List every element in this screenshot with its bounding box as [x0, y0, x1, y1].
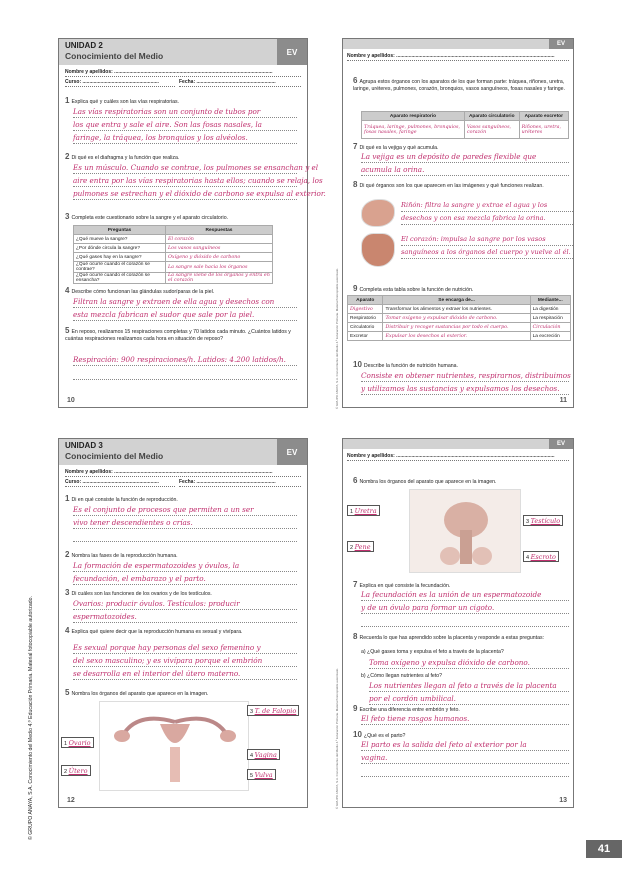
- question-1: 1 Di en qué consiste la función de reproducción.: [65, 494, 178, 503]
- vertical-copyright: © GRUPO ANAYA, S.A. Conocimiento del Medio 4.º Educación Primaria. Material fotocopiable autorizado.: [28, 596, 34, 840]
- label-box-4: 4 Vagina: [247, 749, 280, 760]
- female-reproductive-illustration: [99, 701, 249, 791]
- male-reproductive-illustration: [409, 489, 521, 573]
- date-field[interactable]: Fecha: .........................................................: [179, 77, 301, 87]
- answer-5: Respiración: 900 respiraciones/h. Latidos: 4.200 latidos/h.: [73, 353, 297, 366]
- answer-9: El feto tiene rasgos humanos.: [361, 712, 569, 725]
- answer-7: La vejiga es un depósito de paredes flexible que acumula la orina.: [361, 150, 569, 176]
- answer-2: Es un músculo. Cuando se contrae, los pulmones se ensanchan y el aire entra por las vías respiratorias hasta ellos; cuando se relaja, los pulmones se estrechan y el dióxido de carbono se expulsa al exterior.: [73, 163, 326, 198]
- table-row: ¿Qué ocurre cuando el corazón se contrae? La sangre sale hacia los órganos: [74, 262, 273, 273]
- question-7: 7 Explica en qué consiste la fecundación.: [353, 580, 451, 589]
- question-8b: b) ¿Cómo llegan nutrientes al feto?: [361, 673, 443, 679]
- col-header: Se encarga de...: [383, 296, 530, 305]
- question-8: 8 Di qué órganos son los que aparecen en las imágenes y qué funciones realizan.: [353, 180, 544, 189]
- blank-line: [73, 379, 297, 380]
- table-row: Respiratorio Tomar oxígeno y expulsar dióxido de carbono. La respiración: [348, 314, 571, 323]
- answer-10: El parto es la salida del feto al exterior por la vagina.: [361, 738, 569, 777]
- col-header: Aparato circulatorio: [464, 112, 519, 121]
- question-6: 6 Nombra los órganos del aparato que aparece en la imagen.: [353, 476, 497, 485]
- unit-header: [59, 39, 307, 65]
- question-7: 7 Di qué es la vejiga y qué acumula.: [353, 142, 439, 151]
- answer-4: Es sexual porque hay personas del sexo femenino y del sexo masculino; y es vivípara porque el embrión se desarrolla en el interior del útero materno.: [73, 641, 297, 680]
- page-number-13: 13: [559, 797, 567, 804]
- question-8: 8 Recuerda lo que has aprendido sobre la placenta y responde a estas preguntas:: [353, 632, 545, 641]
- question-2: 2 Nombra las fases de la reproducción humana.: [65, 550, 178, 559]
- label-box-5: 5 Vulva: [247, 769, 276, 780]
- question-4: 4 Describe cómo funcionan las glándulas sudoríparas de la piel.: [65, 286, 215, 295]
- blood-questionnaire-table: [73, 225, 273, 284]
- answer-8-heart: El corazón: impulsa la sangre por los vasos sanguíneos a los órganos del cuerpo y vuelve al él.: [401, 233, 573, 259]
- worksheet-page-13: [342, 438, 574, 808]
- name-field[interactable]: Nombre y apellidos: ..................................................................................................................: [347, 51, 569, 61]
- table-row: Tráquea, laringe, pulmones, bronquios, fosas nasales, faringe Vasos sanguíneos, corazón Riñones, uretra, uréteres: [362, 121, 569, 139]
- heart-illustration: [361, 233, 395, 267]
- question-9: 9 Escribe una diferencia entre embrión y feto.: [353, 704, 460, 713]
- answer-1: Las vías respiratorias son un conjunto de tubos por los que entra y sale el aire. Son las fosas nasales, la faringe, la tráquea, los bronquios y los alvéolos.: [73, 105, 297, 144]
- answer-1: Es el conjunto de procesos que permiten a un ser vivo tener descendientes o crías.: [73, 503, 297, 542]
- question-1: 1 Explica qué y cuáles son las vías respiratorias.: [65, 96, 180, 105]
- question-3: 3 Di cuáles son las funciones de los ovarios y de los testículos.: [65, 588, 212, 597]
- subject-title: Conocimiento del Medio: [65, 51, 164, 61]
- label-box-2: 2 Útero: [61, 765, 91, 776]
- unit-title: UNIDAD 2: [65, 41, 103, 50]
- label-box-1: 1 Ovario: [61, 737, 94, 748]
- ev-badge: EV: [549, 39, 573, 49]
- worksheet-page-10: [58, 38, 339, 409]
- uterus-drawing: [100, 702, 250, 792]
- answer-8b: Los nutrientes llegan al feto a través de la placenta por el cordón umbilical.: [369, 679, 569, 705]
- course-field[interactable]: Curso: .......................................................: [65, 77, 175, 87]
- question-5: 5 En reposo, realizamos 15 respiraciones completas y 70 latidos cada minuto. ¿Cuántos latidos y cuántas respiraciones realizamos cada hora en situación de reposo?: [65, 326, 291, 342]
- col-header: Aparato excretor: [519, 112, 568, 121]
- ev-badge: EV: [277, 439, 307, 465]
- col-header: Preguntas: [74, 226, 166, 235]
- name-field[interactable]: Nombre y apellidos: ..................................................................................................................: [65, 67, 301, 77]
- question-6: 6 Agrupa estos órganos con los aparatos de los que forman parte: tráquea, riñones, uretra, laringe, uréteres, pulmones, corazón, bronquios, vasos sanguíneos, fosas nasales y faringe.: [353, 76, 565, 92]
- organs-table: [361, 111, 569, 139]
- page-number-10: 10: [67, 397, 75, 404]
- answer-10: Consiste en obtener nutrientes, respirarnos, distribuimos y utilizamos las sustancias y expulsamos los desechos.: [361, 371, 571, 393]
- question-3: 3 Completa este cuestionario sobre la sangre y el aparato circulatorio.: [65, 212, 229, 221]
- col-header: Mediante...: [530, 296, 570, 305]
- name-field[interactable]: Nombre y apellidos: ..................................................................................................................: [65, 467, 301, 477]
- nutrition-table: [347, 295, 571, 341]
- ev-badge: EV: [277, 39, 307, 65]
- name-field[interactable]: Nombre y apellidos: ..................................................................................................................: [347, 451, 569, 461]
- subject-title: Conocimiento del Medio: [65, 451, 164, 461]
- name-header-bar: [343, 39, 573, 49]
- kidney-illustration: [361, 199, 395, 227]
- answer-4: Filtran la sangre y extraen de ella agua y desechos con esta mezcla fabrican el sudor que sale por la piel.: [73, 295, 297, 321]
- question-10: 10 Describe la función de nutrición humana.: [353, 360, 458, 369]
- question-10: 10 ¿Qué es el parto?: [353, 730, 406, 739]
- col-header: Aparato respiratorio: [362, 112, 465, 121]
- side-copyright: © GRUPO ANAYA, S.A. Conocimiento del Medio 4.º Educación Primaria. Material fotocopiable autorizado.: [335, 667, 339, 809]
- answer-7: La fecundación es la unión de un espermatozoide y de un óvulo para formar un cigoto.: [361, 588, 569, 627]
- label-box-3: 3 T. de Falopio: [247, 705, 299, 716]
- question-5: 5 Nombra los órganos del aparato que aparece en la imagen.: [65, 688, 209, 697]
- page-number-11: 11: [559, 397, 567, 404]
- male-organs-drawing: [410, 490, 522, 574]
- question-2: 2 Di qué es el diafragma y la función que realiza.: [65, 152, 180, 161]
- label-box-4: 4 Escroto: [523, 551, 559, 562]
- question-8a: a) ¿Qué gases toma y expulsa el feto a través de la placenta?: [361, 649, 504, 655]
- table-row: ¿Por dónde circula la sangre? Los vasos sanguíneos: [74, 244, 273, 253]
- answer-8a: Toma oxígeno y expulsa dióxido de carbono.: [369, 656, 569, 669]
- book-page-number: 41: [586, 840, 622, 858]
- course-field[interactable]: Curso: .......................................................: [65, 477, 175, 487]
- table-row: Digestivo Transformar los alimentos y extraer los nutrientes. La digestión: [348, 305, 571, 314]
- col-header: Aparato: [348, 296, 383, 305]
- answer-3: Ovarios: producir óvulos. Testículos: producir espermatozoides.: [73, 597, 297, 623]
- date-field[interactable]: Fecha: .........................................................: [179, 477, 301, 487]
- worksheet-page-12: [58, 438, 339, 809]
- label-box-1: 1 Uretra: [347, 505, 380, 516]
- answer-2: La formación de espermatozoides y óvulos, la fecundación, el embarazo y el parto.: [73, 559, 297, 585]
- unit-header: [59, 439, 307, 465]
- table-row: ¿Qué mueve la sangre? El corazón: [74, 235, 273, 244]
- question-4: 4 Explica qué quiere decir que la reproducción humana es sexual y vivípara.: [65, 626, 243, 635]
- table-row: ¿Qué gases hay en la sangre? Oxígeno y dióxido de carbono: [74, 253, 273, 262]
- label-box-2: 2 Pene: [347, 541, 374, 552]
- side-copyright: © GRUPO ANAYA, S.A. Conocimiento del Medio 4.º Educación Primaria. Material fotocopiable autorizado.: [335, 267, 339, 409]
- label-box-3: 3 Testículo: [523, 515, 563, 526]
- table-row: Circulatorio Distribuir y recoger sustancias por todo el cuerpo. Circulación: [348, 323, 571, 332]
- worksheet-page-11: [342, 38, 574, 408]
- unit-title: UNIDAD 3: [65, 441, 103, 450]
- page-number-12: 12: [67, 797, 75, 804]
- table-row: ¿Qué ocurre cuando el corazón se ensancha? La sangre viene de los órganos y entra en el corazón: [74, 273, 273, 284]
- question-9: 9 Completa esta tabla sobre la función de nutrición.: [353, 284, 474, 293]
- table-row: Excretor Expulsar los desechos al exterior. La excreción: [348, 332, 571, 341]
- ev-badge: EV: [549, 439, 573, 449]
- answer-8-kidney: Riñón: filtra la sangre y extrae el agua y los desechos y con esa mezcla fabrica la orina.: [401, 199, 573, 225]
- name-header-bar: [343, 439, 573, 449]
- col-header: Respuestas: [166, 226, 273, 235]
